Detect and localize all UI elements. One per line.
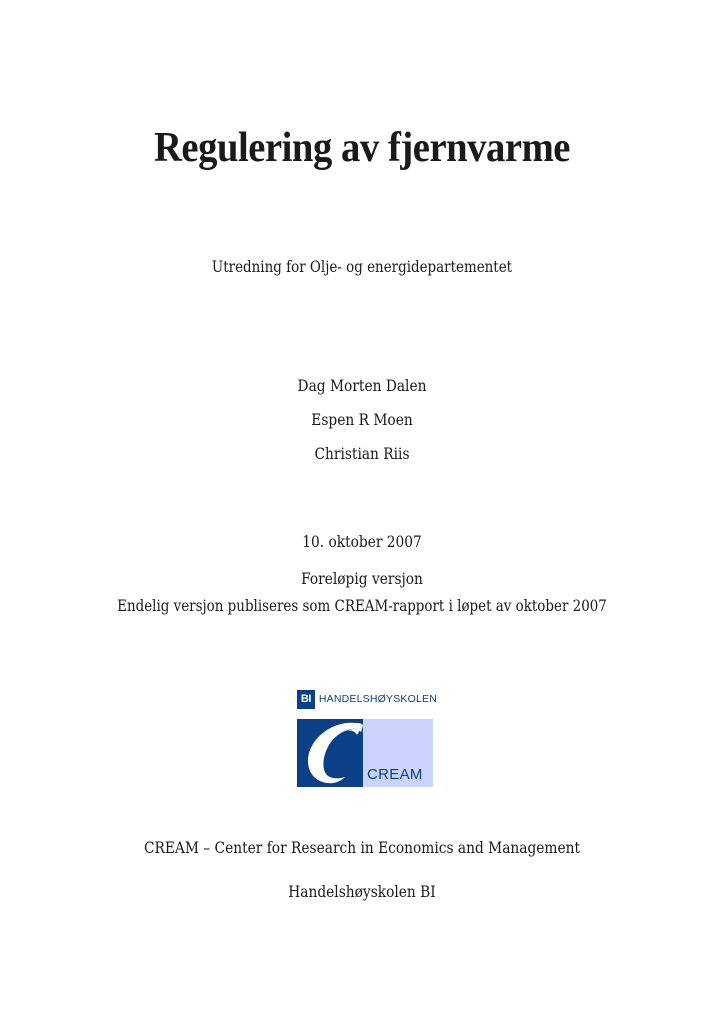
- author-name: Espen R Moen: [311, 410, 413, 429]
- document-date: 10. oktober 2007: [302, 532, 422, 551]
- final-version-note: Endelig versjon publiseres som CREAM-rapport i løpet av oktober 2007: [117, 596, 607, 615]
- author-name: Christian Riis: [314, 444, 410, 463]
- document-subtitle: Utredning for Olje- og energidepartementet: [211, 257, 513, 276]
- author-name: Dag Morten Dalen: [297, 376, 427, 395]
- version-label: Foreløpig versjon: [301, 569, 423, 588]
- school-name: Handelshøyskolen BI: [288, 882, 436, 901]
- research-center-name: CREAM – Center for Research in Economics and Management: [143, 838, 581, 857]
- bi-logo-text: HANDELSHØYSKOLEN: [318, 693, 437, 705]
- document-title: Regulering av fjernvarme: [153, 125, 571, 171]
- cream-logo-text: CREAM: [367, 766, 423, 783]
- bi-mark: BI: [297, 690, 315, 709]
- bi-logo: [297, 689, 437, 709]
